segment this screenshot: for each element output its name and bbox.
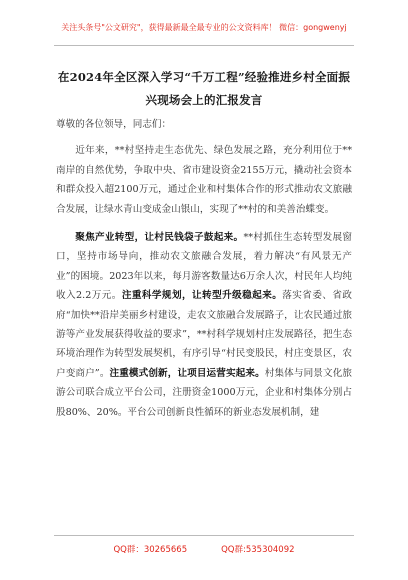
section-heading-industry: 聚焦产业转型，让村民钱袋子鼓起来。 [75,232,244,244]
section-heading-planning: 注重科学规划，让转型升级稳起来。 [121,290,283,302]
paragraph-1: 近年来，**村坚持走生态优先、绿色发展之路，充分利用位于**南岸的自然优势，争取中央、省市建设资金2155万元，撬动社会资本和群众投入超2100万元，通过企业和村集体合作的形式推动农文旅融合发展，让绿水青山变成金山银山，实现了**村的和美善治蝶变。 [56,145,352,215]
paragraph-2-text-2: 落实省委、省政府“加快**沿岸美丽乡村建设，走农文旅融合发展路子，让农民通过旅游等产业发展获得收益的要求”，**村科学规划村庄发展路径，把生态环境治理作为转型发展契机，有序引导“村民变股民，村庄变景区，农户变商户”。 [56,290,353,379]
footer-qq-group-2: QQ群:535304092 [221,545,295,555]
paragraph-2 [56,228,352,422]
header-divider [54,45,354,46]
title-line-2: 兴现场会上的汇报发言 [145,93,263,107]
paragraph-2-text-1: **村抓住生态转型发展窗口，坚持市场导向，推动农文旅融合发展，着力解决“有风景无产业”的困境。2023年以来，每月游客数量达6万余人次，村民年人均纯收入2.2万元。 [56,232,353,302]
footer [0,543,408,555]
section-heading-innovation: 注重模式创新，让项目运营实起来。 [109,367,265,379]
paragraph-2-text-3: 村集体与同景文化旅游公司联合成立平台公司，注册资金1000万元，企业和村集体分别占股80%、20%。平台公司创新良性循环的新业态发展机制，建 [56,367,352,418]
footer-qq-group-1: QQ群：30265665 [113,545,188,555]
header-banner: 关注头条号"公文研究"，获得最新最全最专业的公文资料库！ 微信：gongwenyj [61,23,347,32]
document-body [56,115,352,422]
document-title [56,66,352,112]
title-line-1: 在2024年全区深入学习“千万工程”经验推进乡村全面振 [57,70,351,84]
footer-divider [54,535,354,536]
salutation: 尊敬的各位领导，同志们： [56,119,172,130]
